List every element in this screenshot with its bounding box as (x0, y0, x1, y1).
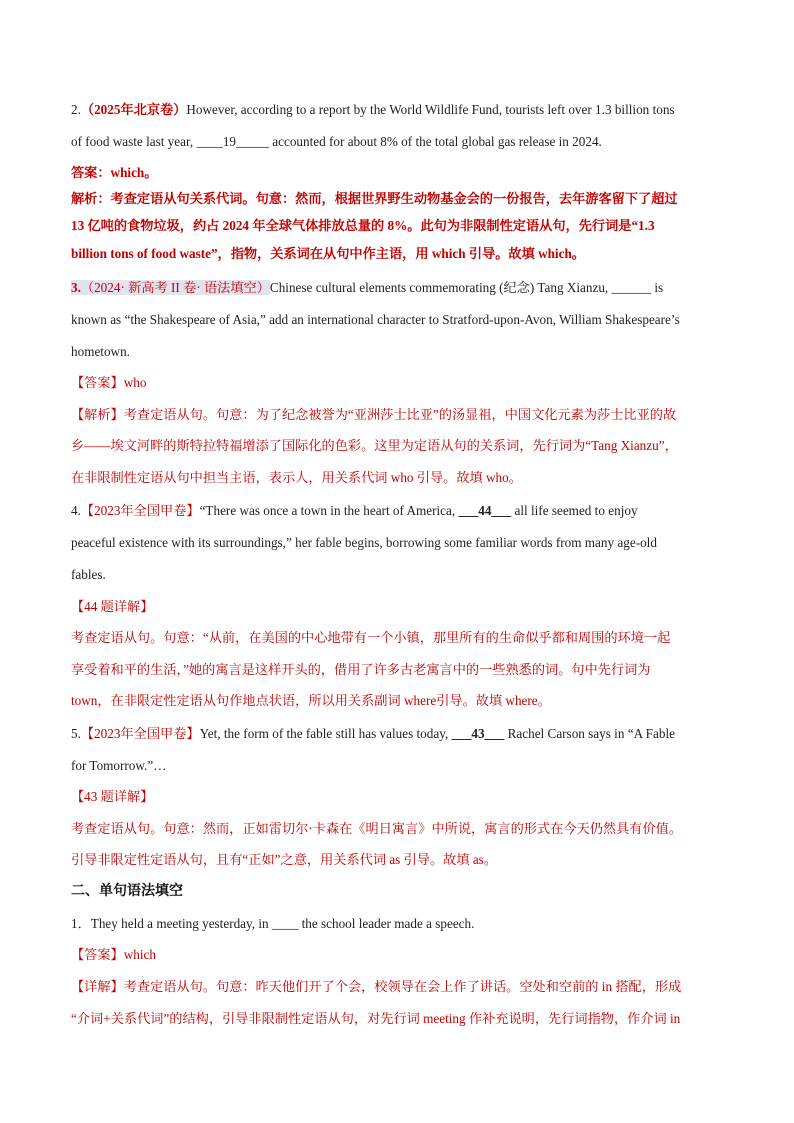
q4-line-3: fables. (71, 567, 106, 582)
q3-analysis-tag: 【解析】 (71, 407, 124, 422)
q3-number: 3. (71, 280, 81, 295)
q4-line-2: peaceful existence with its surroundings,” her fable begins, borrowing some familiar words from many age-old (71, 535, 657, 550)
q5-line-2: for Tomorrow.”… (71, 758, 167, 773)
q2-analysis-3: billion tons of food waste”，指物，关系词在从句中作主语，用 which 引导。故填 which。 (71, 246, 585, 261)
q2-text-2b: accounted for about 8% of the total global gas release in 2024. (268, 134, 602, 149)
q3-analysis-3: 在非限制性定语从句中担当主语，表示人，用关系代词 who 引导。故填 who。 (71, 470, 522, 485)
q2-blank: ____19_____ (196, 134, 269, 149)
q4-text-1a: “There was once a town in the heart of America, (199, 503, 459, 518)
q2-text-1: However, according to a report by the World Wildlife Fund, tourists left over 1.3 billion tons (186, 102, 675, 117)
q2-text-2a: of food waste last year, (71, 134, 197, 149)
q5-analysis-1: 考查定语从句。句意：然而，正如雷切尔·卡森在《明日寓言》中所说，寓言的形式在今天仍然具有价值。 (71, 821, 683, 836)
q4-text-1b: all life seemed to enjoy (511, 503, 638, 518)
q3-answer-line (71, 373, 146, 393)
q3-line-2: known as “the Shakespeare of Asia,” add an international character to Stratford-upon-Avon, William Shakespeare’s (71, 312, 680, 327)
q4-source: 【2023年全国甲卷】 (80, 503, 200, 518)
s1-answer-line (71, 945, 156, 965)
q4-analysis-3: town，在非限定性定语从句作地点状语，所以用关系副词 where引导。故填 where。 (71, 693, 551, 708)
q2-number: 2. (71, 102, 81, 117)
s1-answer: which (123, 947, 156, 962)
q3-answer: who (123, 375, 147, 390)
q2-source: （2025年北京卷） (80, 102, 187, 117)
s1-detail-tag: 【详解】 (71, 979, 124, 994)
section-2-title: 二、单句语法填空 (71, 884, 183, 899)
q3-analysis-1: 考查定语从句。句意：为了纪念被誉为“亚洲莎士比亚”的汤显祖，中国文化元素为莎士比亚的故 (123, 407, 677, 422)
s1-answer-tag: 【答案】 (71, 947, 124, 962)
q2-line-2 (71, 132, 602, 152)
q5-text-1b: Rachel Carson says in “A Fable (504, 726, 675, 741)
q4-number: 4. (71, 503, 81, 518)
q4-line-1 (71, 501, 638, 521)
q3-line-1 (71, 278, 663, 298)
q5-line-1 (71, 724, 675, 744)
q2-line-1 (71, 100, 675, 120)
q2-analysis-2: 13 亿吨的食物垃圾，约占 2024 年全球气体排放总量的 8%。此句为非限制性定语从句，先行词是“1.3 (71, 218, 655, 233)
q5-detail-tag: 【43 题详解】 (71, 789, 154, 804)
s1-number: 1． (71, 916, 91, 931)
q3-answer-tag: 【答案】 (71, 375, 124, 390)
q3-analysis-line-1 (71, 405, 676, 425)
q3-analysis-2: 乡——埃文河畔的斯特拉特福增添了国际化的色彩。这里为定语从句的关系词，先行词为“Tang Xianzu”， (71, 438, 678, 453)
s1-analysis-1: 考查定语从句。句意：昨天他们开了个会，校领导在会上作了讲话。空处和空前的 in 搭配，形成 (123, 979, 682, 994)
s1-line-1 (71, 914, 474, 934)
q5-blank: ___43___ (451, 726, 505, 741)
q4-detail-tag: 【44 题详解】 (71, 599, 154, 614)
q4-analysis-2: 享受着和平的生活，”她的寓言是这样开头的，借用了许多古老寓言中的一些熟悉的词。句中先行词为 (71, 662, 651, 677)
s1-analysis-line-1 (71, 977, 681, 997)
q5-source: 【2023年全国甲卷】 (80, 726, 200, 741)
q3-text-1: Chinese cultural elements commemorating (纪念) Tang Xianzu, ______ is (269, 280, 664, 295)
q5-analysis-2: 引导非限定性定语从句，且有“正如”之意，用关系代词 as 引导。故填 as。 (71, 852, 498, 867)
q5-text-1a: Yet, the form of the fable still has values today, (199, 726, 452, 741)
q2-analysis-1: 解析：考查定语从句关系代词。句意：然而，根据世界野生动物基金会的一份报告，去年游客留下了超过 (71, 191, 678, 206)
q3-source: （2024· 新高考 II 卷· 语法填空） (80, 280, 270, 295)
q3-line-3: hometown. (71, 344, 130, 359)
s1-text-1: They held a meeting yesterday, in ____ the school leader made a speech. (90, 916, 475, 931)
s1-analysis-2: “介词+关系代词”的结构，引导非限制性定语从句，对先行词 meeting 作补充说明，先行词指物，作介词 in (71, 1011, 681, 1026)
q2-answer: 答案：which。 (71, 165, 158, 180)
q4-analysis-1: 考查定语从句。句意：“从前，在美国的中心地带有一个小镇，那里所有的生命似乎都和周围的环境一起 (71, 630, 671, 645)
q4-blank: ___44___ (458, 503, 512, 518)
q5-number: 5. (71, 726, 81, 741)
